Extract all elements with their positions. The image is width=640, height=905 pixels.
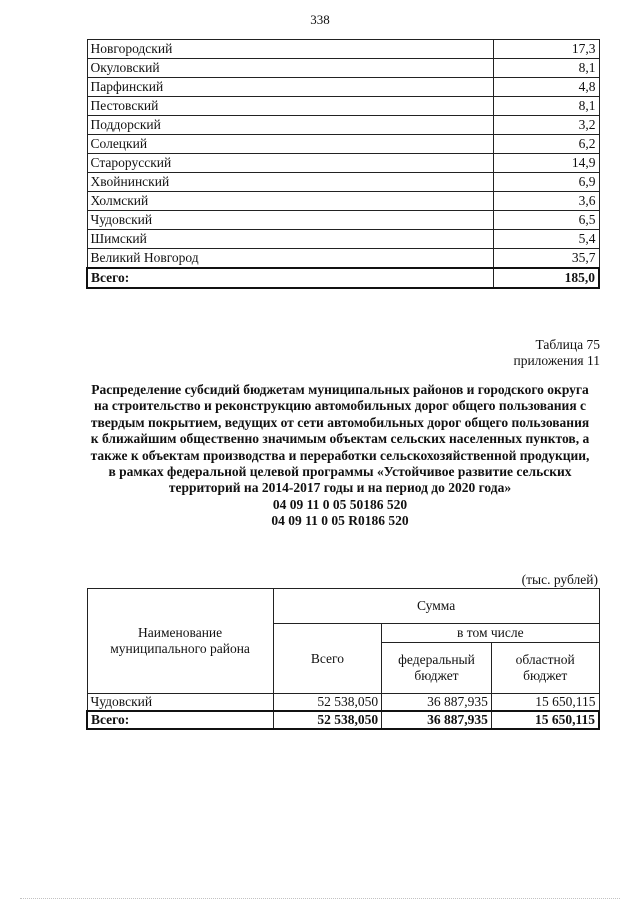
district-name: Окуловский [87, 59, 494, 78]
header-federal: федеральный бюджет [382, 643, 492, 694]
subsidy-distribution-table [86, 588, 600, 730]
district-value: 3,2 [494, 116, 600, 135]
header-including: в том числе [382, 624, 599, 643]
table-caption [513, 337, 600, 369]
table-row [87, 192, 599, 211]
total-amount: 52 538,050 [273, 711, 381, 729]
regional-amount: 15 650,115 [491, 694, 599, 712]
district-name: Шимский [87, 230, 494, 249]
district-value: 3,6 [494, 192, 600, 211]
district-name: Поддорский [87, 116, 494, 135]
district-value: 35,7 [494, 249, 600, 269]
appendix-label: приложения 11 [513, 353, 600, 368]
district-value: 5,4 [494, 230, 600, 249]
table-row [87, 211, 599, 230]
header-total: Всего [273, 624, 381, 694]
district-value: 14,9 [494, 154, 600, 173]
table-number-label: Таблица 75 [535, 337, 600, 352]
district-name: Старорусский [87, 154, 494, 173]
district-name: Хвойнинский [87, 173, 494, 192]
units-label: (тыс. рублей) [521, 572, 598, 587]
table-row [87, 173, 599, 192]
table-row [87, 249, 599, 269]
district-name: Новгородский [87, 40, 494, 59]
district-name: Солецкий [87, 135, 494, 154]
table-row [87, 135, 599, 154]
district-name: Чудовский [87, 211, 494, 230]
table-row [87, 40, 599, 59]
district-name: Пестовский [87, 97, 494, 116]
federal-amount: 36 887,935 [382, 694, 492, 712]
table-row [87, 694, 599, 712]
district-value: 17,3 [494, 40, 600, 59]
total-row [87, 268, 599, 288]
district-name: Парфинский [87, 78, 494, 97]
district-values-table [86, 39, 600, 289]
district-value: 4,8 [494, 78, 600, 97]
heading-text: Распределение субсидий бюджетам муниципальных районов и городского округа на строительство и реконструкцию автомобильных дорог общего пользования с твердым покрытием, ведущих от сети автомобильных дорог общего пользования к ближайшим общественно значимым объектам сельских населенных пунктов, а также к объектам производства и переработки сельскохозяйственной продукции, в рамках федеральной целевой программы «Устойчивое развитие сельских территорий на 2014-2017 годы и на период до 2020 года» [90, 382, 590, 496]
table-row [87, 230, 599, 249]
district-value: 8,1 [494, 59, 600, 78]
district-value: 8,1 [494, 97, 600, 116]
header-sum: Сумма [273, 589, 599, 624]
district-value: 6,5 [494, 211, 600, 230]
header-regional: областной бюджет [491, 643, 599, 694]
district-value: 6,2 [494, 135, 600, 154]
table-row [87, 116, 599, 135]
total-label: Всего: [87, 268, 494, 288]
header-district-name: Наименование муниципального района [87, 589, 273, 694]
total-row [87, 711, 599, 729]
scan-artifact-line [20, 897, 620, 899]
table-row [87, 97, 599, 116]
budget-code-1: 04 09 11 0 05 50186 520 [272, 496, 408, 512]
table-row [87, 59, 599, 78]
total-label: Всего: [87, 711, 273, 729]
document-heading [90, 382, 590, 530]
regional-amount: 15 650,115 [491, 711, 599, 729]
total-value: 185,0 [494, 268, 600, 288]
district-value: 6,9 [494, 173, 600, 192]
federal-amount: 36 887,935 [382, 711, 492, 729]
total-amount: 52 538,050 [273, 694, 381, 712]
district-name: Великий Новгород [87, 249, 494, 269]
table-row [87, 78, 599, 97]
district-name: Холмский [87, 192, 494, 211]
page-number: 338 [310, 12, 330, 27]
table-row [87, 154, 599, 173]
budget-code-2: 04 09 11 0 05 R0186 520 [271, 513, 409, 529]
district-name: Чудовский [87, 694, 273, 712]
